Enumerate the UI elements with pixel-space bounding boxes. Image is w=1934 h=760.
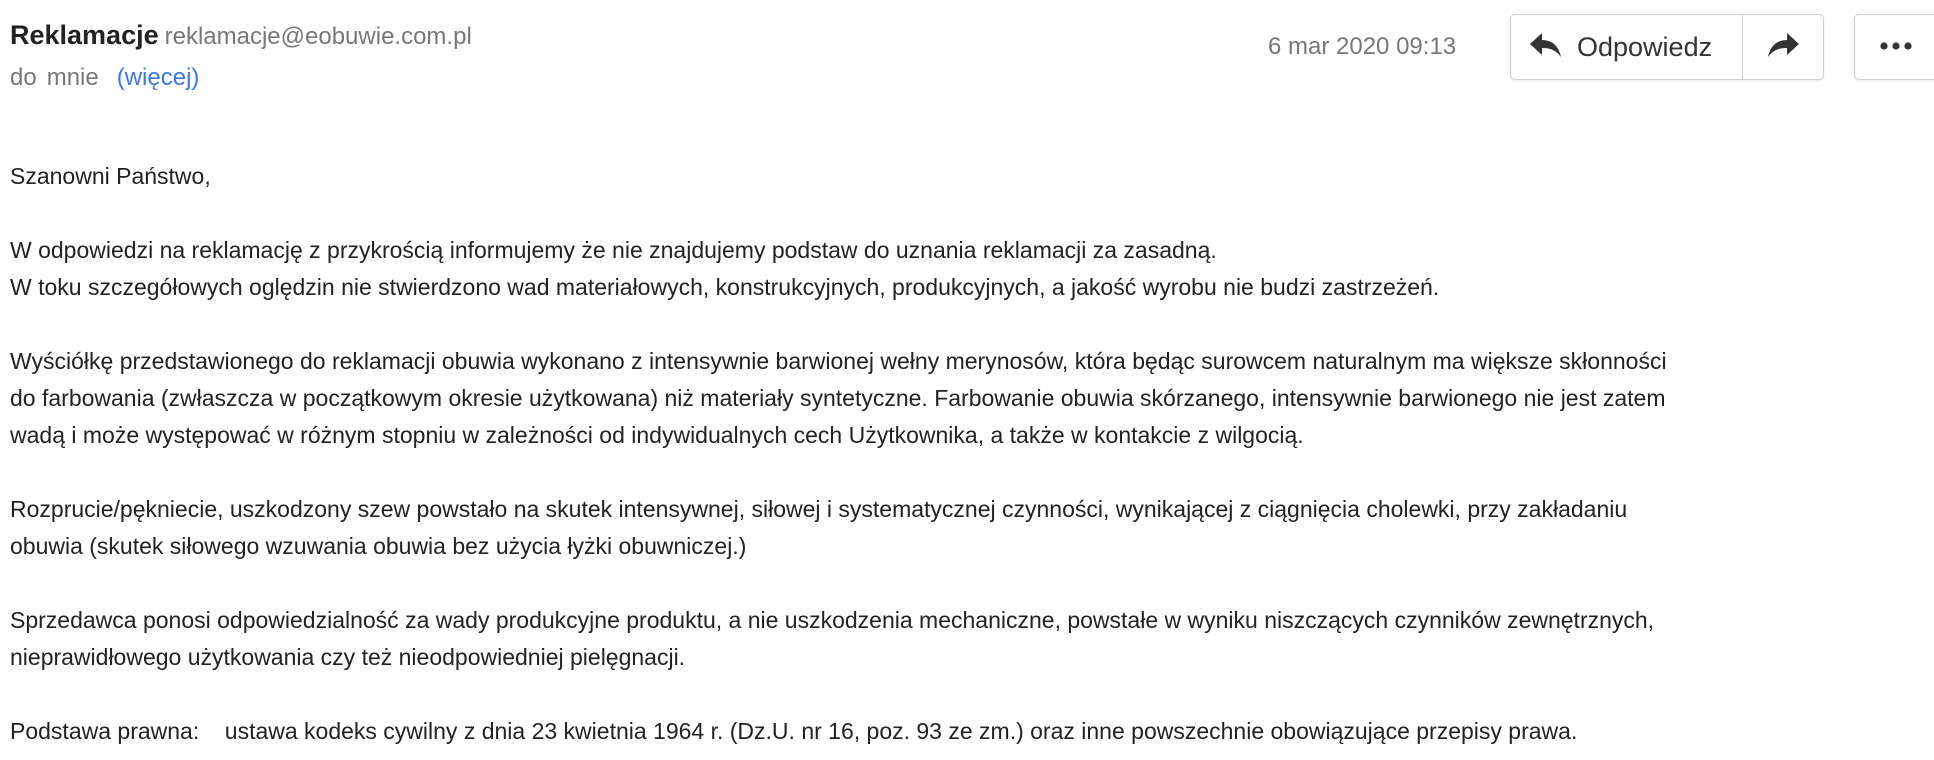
reply-button-label: Odpowiedz bbox=[1577, 31, 1713, 62]
forward-icon bbox=[1766, 31, 1800, 64]
greeting-paragraph bbox=[10, 158, 1920, 195]
reply-icon bbox=[1529, 31, 1563, 64]
message-date: 6 mar 2020 09:13 bbox=[1268, 33, 1457, 60]
show-details-link[interactable]: (więcej) bbox=[116, 64, 200, 91]
paragraph-1-line-2: W toku szczegółowych oględzin nie stwierdzono wad materiałowych, konstrukcyjnych, produkcyjnych, a jakość wyrobu nie budzi zastrzeżeń. bbox=[10, 274, 1440, 300]
paragraph-5 bbox=[10, 713, 1920, 750]
legal-basis-line: Podstawa prawna: ustawa kodeks cywilny z dnia 23 kwietnia 1964 r. (Dz.U. nr 16, poz. 93 ze zm.) oraz inne powszechnie obowiązujące przepisy prawa. bbox=[10, 718, 1578, 744]
paragraph-3-line-2: obuwia (skutek siłowego wzuwania obuwia bez użycia łyżki obuwniczej.) bbox=[10, 533, 747, 559]
recipient-line bbox=[10, 64, 199, 92]
reply-button[interactable] bbox=[1511, 15, 1743, 79]
sender-email[interactable]: reklamacje@eobuwie.com.pl bbox=[164, 23, 472, 50]
more-options-button[interactable] bbox=[1854, 14, 1934, 80]
paragraph-4 bbox=[10, 602, 1920, 676]
paragraph-4-line-2: nieprawidłowego użytkowania czy też nieodpowiedniej pielęgnacji. bbox=[10, 644, 686, 670]
paragraph-2-line-2: do farbowania (zwłaszcza w początkowym okresie użytkowana) niż materiały syntetyczne. Farbowanie obuwia skórzanego, intensywnie barwionego nie jest zatem bbox=[10, 385, 1666, 411]
forward-button[interactable] bbox=[1743, 15, 1823, 79]
paragraph-2-line-3: wadą i może występować w różnym stopniu w zależności od indywidualnych cech Użytkownika, a także w kontakcie z wilgocią. bbox=[10, 422, 1304, 448]
paragraph-2-line-1: Wyściółkę przedstawionego do reklamacji obuwia wykonano z intensywnie barwionej wełny merynosów, która będąc surowcem naturalnym ma większe skłonności bbox=[10, 348, 1667, 374]
to-recipient: mnie bbox=[46, 64, 99, 91]
more-horizontal-icon bbox=[1879, 38, 1913, 56]
message-body bbox=[10, 158, 1920, 760]
sender-line bbox=[10, 20, 472, 51]
greeting: Szanowni Państwo, bbox=[10, 163, 211, 189]
paragraph-3 bbox=[10, 491, 1920, 565]
paragraph-4-line-1: Sprzedawca ponosi odpowiedzialność za wady produkcyjne produktu, a nie uszkodzenia mechaniczne, powstałe w wyniku niszczących czynników zewnętrznych, bbox=[10, 607, 1655, 633]
message-header bbox=[10, 14, 1934, 104]
paragraph-3-line-1: Rozprucie/pękniecie, uszkodzony szew powstało na skutek intensywnej, siłowej i systematycznej czynności, wynikającej z ciągnięcia cholewki, przy zakładaniu bbox=[10, 496, 1628, 522]
paragraph-2 bbox=[10, 343, 1920, 454]
reply-button-group bbox=[1510, 14, 1824, 80]
to-prefix: do bbox=[10, 64, 37, 91]
paragraph-1 bbox=[10, 232, 1920, 306]
paragraph-1-line-1: W odpowiedzi na reklamację z przykrością informujemy że nie znajdujemy podstaw do uznania reklamacji za zasadną. bbox=[10, 237, 1217, 263]
sender-name[interactable]: Reklamacje bbox=[10, 20, 159, 50]
